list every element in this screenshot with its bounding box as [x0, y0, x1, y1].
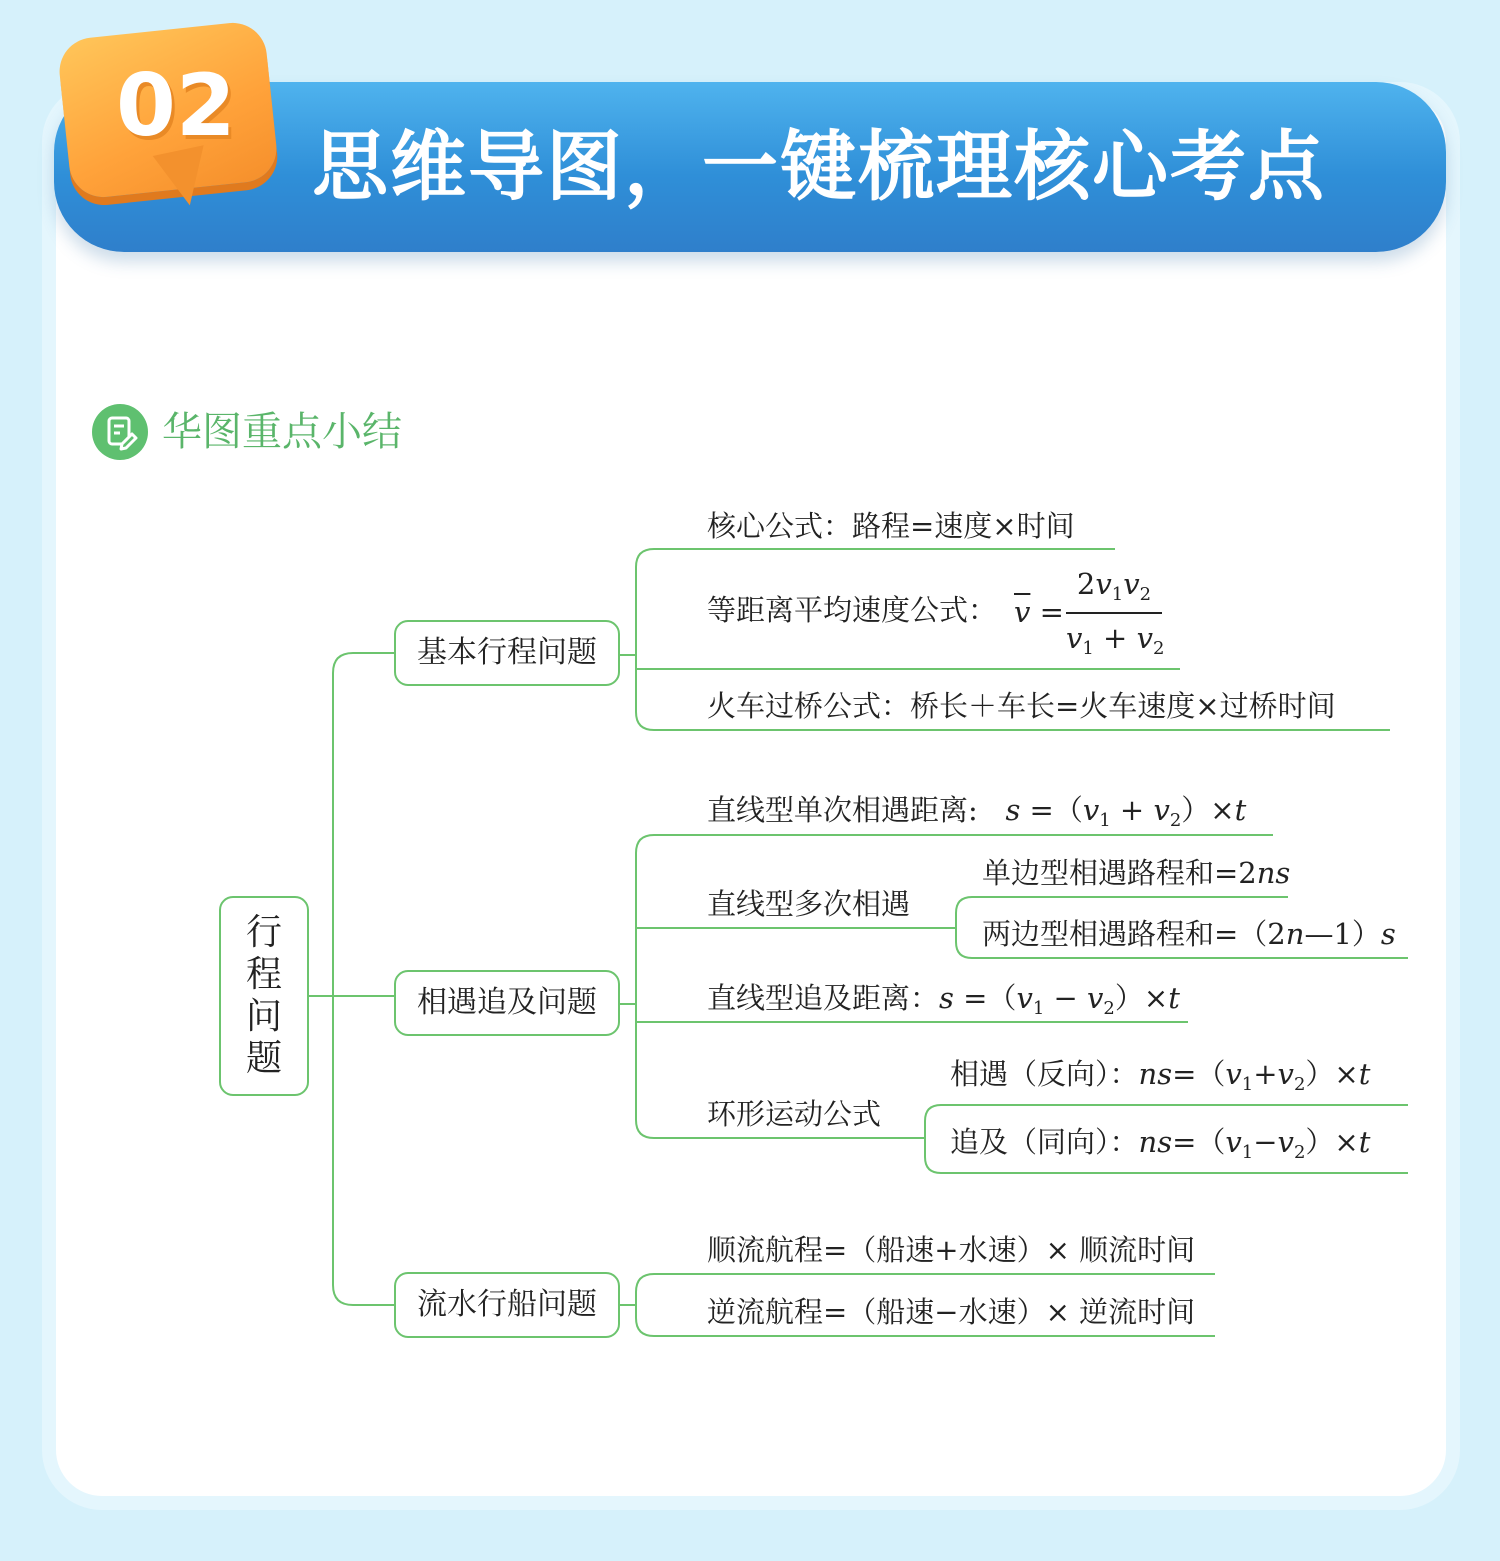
branch-label: 相遇追及问题 — [417, 985, 597, 1020]
ring-meet-render: 相遇（反向）：$ns=(v_1+v_2)\times t$ — [950, 1057, 1371, 1095]
leaf-downstream: 顺流航程=（船速+水速）× 顺流时间 — [707, 1233, 1196, 1267]
fraction-denominator: $v_1 + v_2$ — [1066, 621, 1165, 659]
leaf-upstream: 逆流航程=（船速−水速）× 逆流时间 — [707, 1295, 1196, 1329]
two-side-render: 两边型相遇路程和=（2n—1）s — [982, 917, 1396, 951]
leaf-train-bridge: 火车过桥公式：桥长＋车长=火车速度×过桥时间 — [707, 689, 1336, 723]
branch-node-boat — [394, 1272, 620, 1338]
ring-chase-render: 追及（同向）：$ns=(v_1-v_2)\times t$ — [950, 1125, 1371, 1163]
fraction-bar — [1066, 612, 1162, 614]
branch-node-basic — [394, 620, 620, 686]
branch-label: 流水行船问题 — [417, 1287, 597, 1322]
leaf-core-formula: 核心公式：路程=速度×时间 — [707, 509, 1075, 543]
branch-node-meet-chase — [394, 970, 620, 1036]
leaf-single-meet — [707, 790, 1246, 830]
branch-label: 基本行程问题 — [417, 635, 597, 670]
banner-title: 思维导图，一键梳理核心考点 — [312, 122, 1326, 211]
chase-render: 直线型追及距离：$s =(v_1 - v_2)\times t$ — [707, 981, 1180, 1019]
connector-trunk — [333, 653, 395, 1305]
average-speed-label: 等距离平均速度公式： — [707, 593, 998, 627]
leaf-one-side — [982, 853, 1290, 893]
one-side-render: 单边型相遇路程和=2ns — [982, 856, 1291, 890]
leaf-two-side — [982, 914, 1396, 954]
fraction-numerator: $2v_1v_2$ — [1076, 567, 1152, 605]
leaf-multi-meet: 直线型多次相遇 — [707, 887, 911, 921]
section-title: 华图重点小结 — [162, 409, 402, 455]
leaf-ring: 环形运动公式 — [707, 1097, 882, 1131]
root-node — [219, 896, 309, 1096]
leaf-average-speed — [707, 590, 997, 630]
vbar-symbol: $\overline{v}$ = — [1014, 595, 1064, 629]
root-label: 行程问题 — [245, 912, 282, 1079]
leaf-ring-chase — [950, 1122, 1370, 1162]
badge-number: 02 — [116, 56, 236, 156]
leaf-chase — [707, 978, 1180, 1018]
leaf-ring-meet — [950, 1054, 1370, 1094]
single-meet-render: 直线型单次相遇距离: $s =(v_1 + v_2)\times t$ — [707, 793, 1247, 831]
